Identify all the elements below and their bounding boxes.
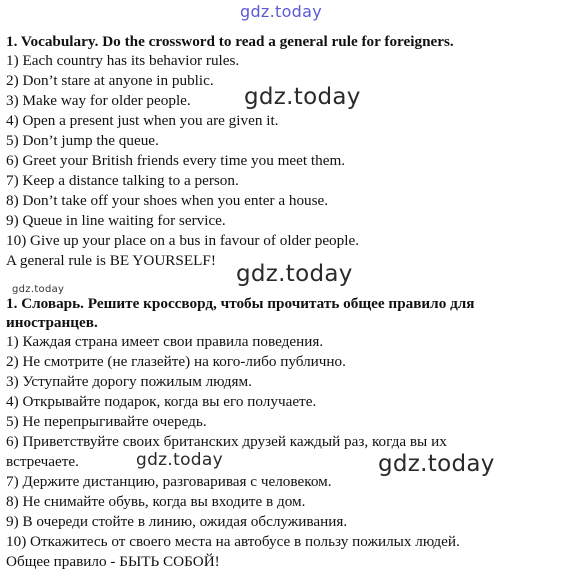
watermark-3: gdz.today — [12, 284, 65, 295]
english-rule: A general rule is BE YOURSELF! — [6, 252, 216, 269]
russian-item-6: 6) Приветствуйте своих британских друзей каждый раз, когда вы их — [6, 433, 447, 450]
english-item-6: 6) Greet your British friends every time you meet them. — [6, 152, 346, 169]
english-item-10: 10) Give up your place on a bus in favour of older people. — [6, 232, 360, 249]
watermark-top: gdz.today — [240, 2, 322, 21]
watermark-5: gdz.today — [378, 451, 495, 477]
english-item-1: 1) Each country has its behavior rules. — [6, 52, 240, 69]
russian-item-4: 4) Открывайте подарок, когда вы его получаете. — [6, 393, 317, 410]
english-item-9: 9) Queue in line waiting for service. — [6, 212, 226, 229]
english-item-7: 7) Keep a distance talking to a person. — [6, 172, 239, 189]
english-item-3: 3) Make way for older people. — [6, 92, 191, 109]
russian-item-8: 8) Не снимайте обувь, когда вы входите в дом. — [6, 493, 306, 510]
russian-heading-line2: иностранцев. — [6, 314, 98, 331]
russian-item-9: 9) В очереди стойте в линию, ожидая обслуживания. — [6, 513, 348, 530]
watermark-1: gdz.today — [244, 84, 361, 110]
russian-item-2: 2) Не смотрите (не глазейте) на кого-либо публично. — [6, 353, 346, 370]
english-item-4: 4) Open a present just when you are given it. — [6, 112, 279, 129]
russian-item-7: 7) Держите дистанцию, разговаривая с человеком. — [6, 473, 332, 490]
english-item-8: 8) Don’t take off your shoes when you enter a house. — [6, 192, 329, 209]
russian-rule: Общее правило - БЫТЬ СОБОЙ! — [6, 553, 220, 570]
watermark-4: gdz.today — [136, 450, 223, 470]
russian-item-6-cont: встречаете. — [6, 453, 79, 470]
russian-item-10: 10) Откажитесь от своего места на автобусе в пользу пожилых людей. — [6, 533, 460, 550]
russian-item-3: 3) Уступайте дорогу пожилым людям. — [6, 373, 252, 390]
english-item-5: 5) Don’t jump the queue. — [6, 132, 159, 149]
watermark-2: gdz.today — [236, 261, 353, 287]
russian-heading-line1: 1. Словарь. Решите кроссворд, чтобы прочитать общее правило для — [6, 295, 475, 312]
russian-item-5: 5) Не перепрыгивайте очередь. — [6, 413, 207, 430]
english-heading: 1. Vocabulary. Do the crossword to read a general rule for foreigners. — [6, 33, 454, 50]
english-item-2: 2) Don’t stare at anyone in public. — [6, 72, 214, 89]
russian-item-1: 1) Каждая страна имеет свои правила поведения. — [6, 333, 324, 350]
